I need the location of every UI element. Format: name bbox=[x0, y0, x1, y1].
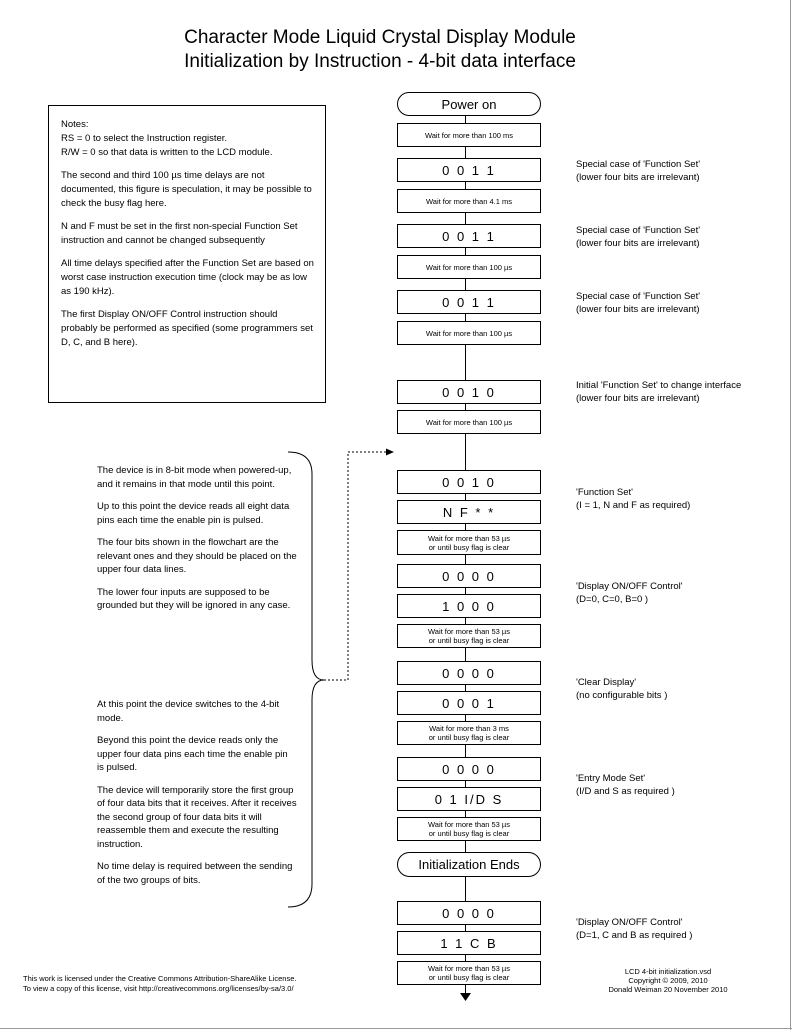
license-notice bbox=[23, 974, 296, 994]
display-off-high-box: 0 0 0 0 bbox=[397, 564, 541, 588]
entry-mode-low-box: 0 1 I/D S bbox=[397, 787, 541, 811]
wait-100us-box: Wait for more than 100 µs bbox=[397, 255, 541, 279]
display-off-low-box: 1 0 0 0 bbox=[397, 594, 541, 618]
wait-53us-box: Wait for more than 53 µs or until busy flag is clear bbox=[397, 624, 541, 648]
clear-display-high-box: 0 0 0 0 bbox=[397, 661, 541, 685]
side-note-paragraph: The device is in 8-bit mode when powered-up, and it remains in that mode until this point. bbox=[97, 465, 292, 490]
notes-worst-case: All time delays specified after the Function Set are based on worst case instruction execution time (clock may be as low as 190 kHz). bbox=[61, 258, 314, 297]
side-note-paragraph: The four bits shown in the flowchart are the relevant ones and they should be placed on the upper four data lines. bbox=[97, 537, 297, 575]
dotted-pointer bbox=[324, 452, 386, 680]
wait-53us-box: Wait for more than 53 µs or until busy flag is clear bbox=[397, 530, 541, 555]
label-special-function-set-2: Special case of 'Function Set' (lower four bits are irrelevant) bbox=[576, 225, 701, 249]
wait-3ms-box: Wait for more than 3 ms or until busy flag is clear bbox=[397, 721, 541, 745]
clear-display-low-box: 0 0 0 1 bbox=[397, 691, 541, 715]
wait-53us-box: Wait for more than 53 µs or until busy flag is clear bbox=[397, 961, 541, 985]
file-name: LCD 4-bit initialization.vsd bbox=[624, 967, 712, 976]
title-line-2: Initialization by Instruction - 4-bit data interface bbox=[184, 51, 576, 72]
license-line-2: To view a copy of this license, visit http://creativecommons.org/licenses/by-sa/3.0/ bbox=[23, 984, 294, 993]
initialization-ends-terminal: Initialization Ends bbox=[397, 852, 541, 877]
wait-53us-box: Wait for more than 53 µs or until busy flag is clear bbox=[397, 817, 541, 841]
notes-display-control: The first Display ON/OFF Control instruction should probably be performed as specified (some programmers set D, C, and B here). bbox=[61, 309, 313, 348]
document-info bbox=[600, 967, 736, 994]
notes-delays: The second and third 100 µs time delays are not documented, this figure is speculation, it may be possible to check the busy flag here. bbox=[61, 170, 312, 209]
side-note-paragraph: At this point the device switches to the 4-bit mode. bbox=[97, 699, 280, 724]
label-display-on-control: 'Display ON/OFF Control' (D=1, C and B as required ) bbox=[576, 917, 693, 941]
notes-rs: RS = 0 to select the Instruction register. bbox=[61, 133, 228, 144]
side-note-paragraph: The device will temporarily store the first group of four data bits that it receives. After it receives the second group of four data bits it will reassemble them and execute the resulting instruction. bbox=[97, 784, 297, 850]
notes-rw: R/W = 0 so that data is written to the LCD module. bbox=[61, 147, 273, 158]
label-display-off-control: 'Display ON/OFF Control' (D=0, C=0, B=0 ) bbox=[576, 581, 683, 605]
copyright: Copyright © 2009, 2010 bbox=[628, 976, 708, 985]
function-set-low-box: N F * * bbox=[397, 500, 541, 524]
side-note-paragraph: The lower four inputs are supposed to be grounded but they will be ignored in any case. bbox=[97, 586, 291, 611]
notes-heading: Notes: bbox=[61, 119, 89, 130]
function-set-special-3-box: 0 0 1 1 bbox=[397, 290, 541, 314]
entry-mode-high-box: 0 0 0 0 bbox=[397, 757, 541, 781]
power-on-terminal: Power on bbox=[397, 92, 541, 116]
wait-100us-box: Wait for more than 100 µs bbox=[397, 410, 541, 434]
license-line-1: This work is licensed under the Creative Commons Attribution-ShareAlike License. bbox=[23, 974, 297, 983]
title-line-1: Character Mode Liquid Crystal Display Module bbox=[184, 27, 576, 48]
flow-end-arrowhead bbox=[460, 993, 471, 1001]
display-on-low-box: 1 1 C B bbox=[397, 931, 541, 955]
initial-function-set-box: 0 0 1 0 bbox=[397, 380, 541, 404]
function-set-special-2-box: 0 0 1 1 bbox=[397, 224, 541, 248]
wait-100ms-box: Wait for more than 100 ms bbox=[397, 123, 541, 147]
label-special-function-set-3: Special case of 'Function Set' (lower four bits are irrelevant) bbox=[576, 291, 701, 315]
wait-100us-box: Wait for more than 100 µs bbox=[397, 321, 541, 345]
label-initial-function-set: Initial 'Function Set' to change interface (lower four bits are irrelevant) bbox=[576, 380, 742, 404]
label-entry-mode-set: 'Entry Mode Set' (I/D and S as required ) bbox=[576, 773, 675, 797]
side-note-paragraph: Up to this point the device reads all eight data pins each time the enable pin is pulsed. bbox=[97, 501, 290, 526]
function-set-special-1-box: 0 0 1 1 bbox=[397, 158, 541, 182]
side-note-paragraph: Beyond this point the device reads only the upper four data pins each time the enable pin is pulsed. bbox=[97, 735, 288, 773]
label-special-function-set-1: Special case of 'Function Set' (lower four bits are irrelevant) bbox=[576, 159, 701, 183]
dotted-pointer-arrowhead bbox=[386, 449, 394, 456]
label-function-set: 'Function Set' (I = 1, N and F as required) bbox=[576, 487, 691, 511]
curly-brace bbox=[288, 452, 324, 907]
author-date: Donald Weiman 20 November 2010 bbox=[608, 985, 728, 994]
display-on-high-box: 0 0 0 0 bbox=[397, 901, 541, 925]
function-set-high-box: 0 0 1 0 bbox=[397, 470, 541, 494]
side-note-paragraph: No time delay is required between the sending of the two groups of bits. bbox=[97, 861, 293, 886]
notes-nf: N and F must be set in the first non-special Function Set instruction and cannot be changed subsequently bbox=[61, 221, 298, 246]
label-clear-display: 'Clear Display' (no configurable bits ) bbox=[576, 677, 668, 701]
wait-4-1ms-box: Wait for more than 4.1 ms bbox=[397, 189, 541, 213]
